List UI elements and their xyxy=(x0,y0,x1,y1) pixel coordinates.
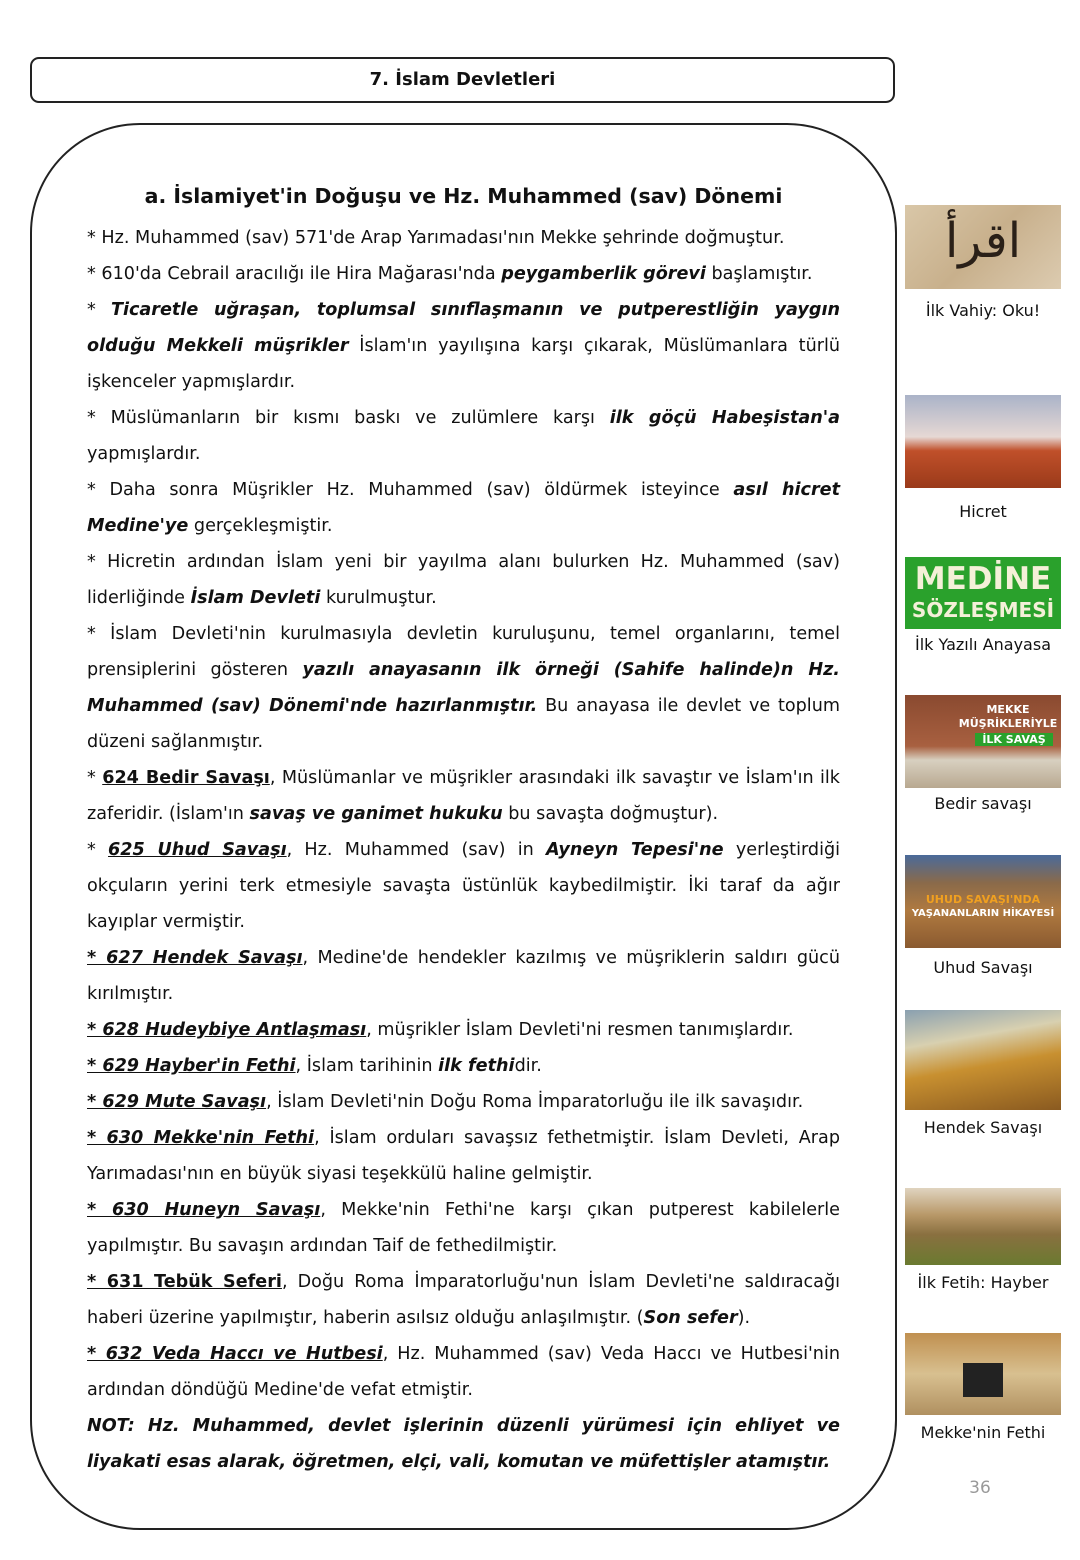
text-segment: yapmışlardır. xyxy=(87,444,201,464)
text-segment: * xyxy=(87,768,103,788)
paragraph xyxy=(87,940,840,1012)
iqra-calligraphy-image: اقرأ xyxy=(905,205,1061,289)
text-segment: , İslam orduları savaşsız fethetmiştir. İslam Devleti, Arap Yarımadası'nın en büyük siyasi teşekkülü haline gelmiştir. xyxy=(87,1128,840,1184)
body-text xyxy=(87,220,840,1480)
side-figure-uhud xyxy=(905,855,1061,977)
emphasized-text: asıl hicret Medine'ye xyxy=(87,480,841,536)
text-segment: , Doğu Roma İmparatorluğu'nun İslam Devleti'ne saldıracağı haberi üzerine yapılmıştır, haberin asılsız olduğu anlaşılmıştır. ( xyxy=(87,1272,841,1328)
text-segment: başlamıştır. xyxy=(705,264,813,284)
paragraph xyxy=(87,760,840,832)
text-segment: , Hz. Muhammed (sav) Veda Haccı ve Hutbesi'nin ardından döndüğü Medine'de vefat etmiştir. xyxy=(87,1344,840,1400)
text-segment: ). xyxy=(737,1308,751,1328)
emphasized-text: yazılı anayasanın ilk örneği (Sahife halinde)n Hz. Muhammed (sav) Dönemi'nde hazırlanmıştır. xyxy=(87,660,840,716)
text-segment: kurulmuştur. xyxy=(320,588,437,608)
subsection-heading: a. İslamiyet'in Doğuşu ve Hz. Muhammed (sav) Dönemi xyxy=(144,184,783,208)
caption: Hendek Savaşı xyxy=(923,1118,1043,1137)
camel-caravan-image xyxy=(905,395,1061,488)
emphasized-text: * 632 Veda Haccı ve Hutbesi xyxy=(87,1344,383,1364)
emphasized-text: ilk göçü Habeşistan'a xyxy=(609,408,841,428)
text-segment: * Müslümanların bir kısmı baskı ve zulümlere karşı xyxy=(87,408,610,428)
emphasized-text: * 629 Hayber'in Fethi xyxy=(87,1056,296,1076)
paragraph xyxy=(87,1012,840,1048)
side-figure-hendek xyxy=(905,1010,1061,1137)
emphasized-text: 624 Bedir Savaşı xyxy=(102,768,270,788)
paragraph xyxy=(87,1264,840,1336)
section-title-box xyxy=(30,57,895,103)
paragraph xyxy=(87,256,840,292)
paragraph xyxy=(87,544,840,616)
paragraph xyxy=(87,1120,840,1192)
caption: İlk Fetih: Hayber xyxy=(917,1273,1049,1292)
caption: Bedir savaşı xyxy=(934,794,1032,813)
text-segment: dir. xyxy=(514,1056,542,1076)
paragraph xyxy=(87,472,840,544)
paragraph xyxy=(87,292,840,400)
side-figure-hicret xyxy=(905,395,1061,521)
emphasized-text: * 630 Huneyn Savaşı xyxy=(87,1200,321,1220)
emphasized-text: * 631 Tebük Seferi xyxy=(87,1272,282,1292)
emphasized-text: * 629 Mute Savaşı xyxy=(87,1092,267,1112)
section-title: 7. İslam Devletleri xyxy=(369,69,556,90)
paragraph xyxy=(87,1084,840,1120)
uhud-battle-image: UHUD SAVAŞI'NDA YAŞANANLARIN HİKAYESİ xyxy=(905,855,1061,948)
caption: Uhud Savaşı xyxy=(933,958,1033,977)
emphasized-text: savaş ve ganimet hukuku xyxy=(249,804,503,824)
paragraph xyxy=(87,616,840,760)
paragraph xyxy=(87,1408,840,1480)
text-segment: , İslam tarihinin xyxy=(295,1056,439,1076)
text-segment: İslam'ın yayılışına karşı çıkarak, Müslümanlara türlü işkenceler yapmışlardır. xyxy=(87,336,840,392)
emphasized-text: * 627 Hendek Savaşı xyxy=(87,948,303,968)
bedir-battle-image: MEKKE MÜŞRİKLERİYLE İLK SAVAŞ xyxy=(905,695,1061,788)
kaaba-shape xyxy=(963,1363,1003,1397)
emphasized-text: Son sefer xyxy=(643,1308,738,1328)
side-figure-mekke xyxy=(905,1333,1061,1442)
text-segment: gerçekleşmiştir. xyxy=(188,516,333,536)
text-segment: bu savaşta doğmuştur). xyxy=(502,804,719,824)
emphasized-text: * 630 Mekke'nin Fethi xyxy=(87,1128,315,1148)
paragraph xyxy=(87,1048,840,1084)
caption: İlk Vahiy: Oku! xyxy=(925,301,1041,320)
text-segment: , Müslümanlar ve müşrikler arasındaki ilk savaştır ve İslam'ın ilk zaferidir. (İslam'ın xyxy=(87,768,840,824)
text-segment: * 610'da Cebrail aracılığı ile Hira Mağarası'nda xyxy=(87,264,502,284)
text-segment: , Mekke'nin Fethi'ne karşı çıkan putperest kabilelerle yapılmıştır. Bu savaşın ardından Taif de fethedilmiştir. xyxy=(87,1200,840,1256)
side-figure-vahiy xyxy=(905,205,1061,320)
paragraph xyxy=(87,1192,840,1264)
hendek-trench-image xyxy=(905,1010,1061,1110)
emphasized-text: peygamberlik görevi xyxy=(501,264,706,284)
text-segment: * xyxy=(87,840,109,860)
hayber-fortress-image xyxy=(905,1188,1061,1265)
text-segment: * Daha sonra Müşrikler Hz. Muhammed (sav) öldürmek isteyince xyxy=(87,480,734,500)
text-segment: * xyxy=(87,300,111,320)
text-segment: * Hicretin ardından İslam yeni bir yayılma alanı bulurken Hz. Muhammed (sav) liderliğinde xyxy=(87,552,840,608)
caption: İlk Yazılı Anayasa xyxy=(914,635,1051,654)
text-segment: * İslam Devleti'nin kurulmasıyla devletin kuruluşunu, temel organlarını, temel prensiplerini gösteren xyxy=(87,624,840,680)
text-segment: , müşrikler İslam Devleti'ni resmen tanımışlardır. xyxy=(366,1020,794,1040)
side-figure-bedir xyxy=(905,695,1061,813)
emphasized-text: * 628 Hudeybiye Antlaşması xyxy=(87,1020,367,1040)
emphasized-text: 625 Uhud Savaşı xyxy=(108,840,287,860)
paragraph xyxy=(87,1336,840,1408)
emphasized-text: İslam Devleti xyxy=(190,588,321,608)
caption: Mekke'nin Fethi xyxy=(920,1423,1046,1442)
kaaba-image xyxy=(905,1333,1061,1415)
text-segment: * Hz. Muhammed (sav) 571'de Arap Yarımadası'nın Mekke şehrinde doğmuştur. xyxy=(87,228,785,248)
emphasized-text: Ticaretle uğraşan, toplumsal sınıflaşmanın ve putperestliğin yaygın olduğu Mekkeli müşrikler xyxy=(87,300,841,356)
paragraph xyxy=(87,220,840,256)
paragraph xyxy=(87,400,840,472)
page-number: 36 xyxy=(969,1478,991,1498)
text-segment: Bu anayasa ile devlet ve toplum düzeni sağlanmıştır. xyxy=(87,696,840,752)
paragraph xyxy=(87,832,840,940)
side-figure-medine xyxy=(905,557,1061,654)
emphasized-text: Ayneyn Tepesi'ne xyxy=(546,840,724,860)
text-segment: , Hz. Muhammed (sav) in xyxy=(286,840,547,860)
medine-sozlesmesi-image: MEDİNE SÖZLEŞMESİ xyxy=(905,557,1061,629)
text-segment: , Medine'de hendekler kazılmış ve müşriklerin saldırı gücü kırılmıştır. xyxy=(87,948,840,1004)
emphasized-text: NOT: Hz. Muhammed, devlet işlerinin düzenli yürümesi için ehliyet ve liyakati esas alarak, öğretmen, elçi, vali, komutan ve müfettişler atamıştır. xyxy=(87,1416,840,1472)
text-segment: , İslam Devleti'nin Doğu Roma İmparatorluğu ile ilk savaşıdır. xyxy=(266,1092,804,1112)
caption: Hicret xyxy=(959,502,1007,521)
text-segment: yerleştirdiği okçuların yerini terk etmesiyle savaşta üstünlük kaybedilmiştir. İki taraf da ağır kayıplar vermiştir. xyxy=(87,840,841,932)
side-figure-hayber xyxy=(905,1188,1061,1292)
emphasized-text: ilk fethi xyxy=(438,1056,515,1076)
